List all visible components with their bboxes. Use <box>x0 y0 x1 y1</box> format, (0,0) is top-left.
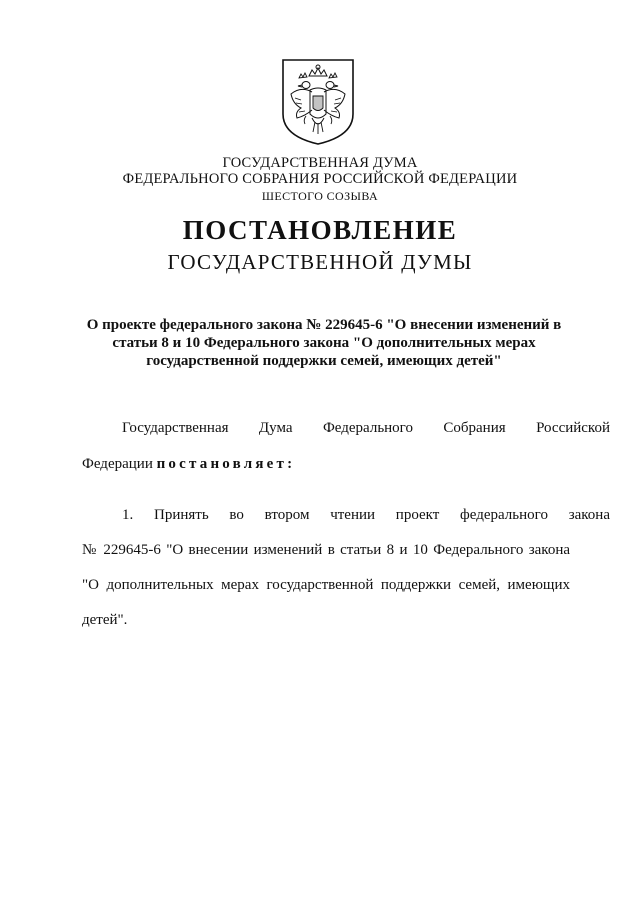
item1-line-2: № 229645-6 "О внесении изменений в статьи 8 и 10 Федерального закона <box>82 542 570 558</box>
emblem <box>279 56 357 148</box>
document-title: ПОСТАНОВЛЕНИЕ <box>182 215 458 245</box>
preamble-line-1: Государственная Дума Федерального Собрания Российской <box>122 420 610 436</box>
preamble-line-2 <box>82 456 570 473</box>
header-line-1: ГОСУДАРСТВЕННАЯ ДУМА <box>222 155 418 171</box>
item1-line-3: "О дополнительных мерах государственной поддержки семей, имеющих <box>82 577 570 593</box>
header-line-2: ФЕДЕРАЛЬНОГО СОБРАНИЯ РОССИЙСКОЙ ФЕДЕРАЦИИ <box>122 171 518 187</box>
document-subtitle: ГОСУДАРСТВЕННОЙ ДУМЫ <box>167 250 473 274</box>
subject-line: статьи 8 и 10 Федерального закона "О дополнительных мерах <box>112 335 536 351</box>
item1-line-1: 1. Принять во втором чтении проект федерального закона <box>122 507 610 523</box>
resolution-verb: постановляет: <box>156 456 296 472</box>
header-line-3: ШЕСТОГО СОЗЫВА <box>261 189 379 203</box>
subject-line: О проекте федерального закона № 229645-6 "О внесении изменений в <box>86 317 562 333</box>
subject-line: государственной поддержки семей, имеющих детей" <box>146 353 502 369</box>
preamble-start: Федерации <box>82 456 153 472</box>
coat-of-arms-icon <box>279 56 357 148</box>
item1-line-4: детей". <box>82 612 128 628</box>
subject-heading <box>82 316 566 370</box>
